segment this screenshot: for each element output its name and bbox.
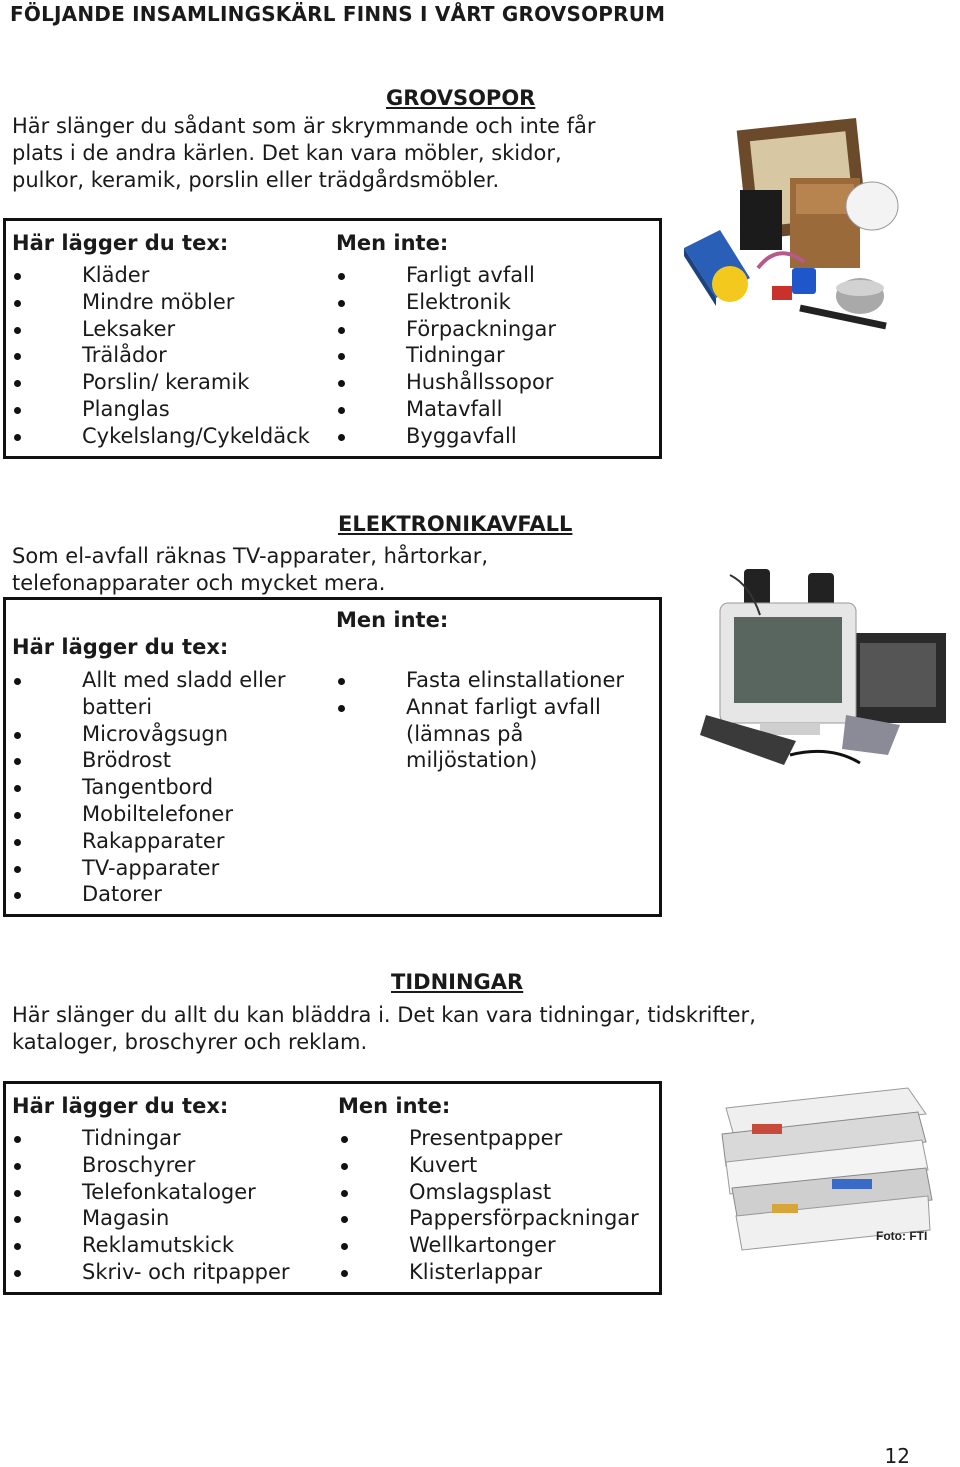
list-item: Broschyrer <box>10 1152 290 1179</box>
list-item: Tidningar <box>10 1125 290 1152</box>
list-item: Allt med sladd eller batteri <box>10 667 285 721</box>
tidningar-title: TIDNINGAR <box>391 970 524 994</box>
list-item: Hushållssopor <box>334 369 556 396</box>
grovsopor-no-list <box>334 262 556 450</box>
intro-line: kataloger, broschyrer och reklam. <box>12 1030 368 1054</box>
list-item: Tidningar <box>334 342 556 369</box>
tidningar-yes-list <box>10 1125 290 1286</box>
elektronik-yes-list <box>10 667 285 908</box>
elektronik-title: ELEKTRONIKAVFALL <box>338 512 573 536</box>
list-item: Porslin/ keramik <box>10 369 310 396</box>
intro-line: Här slänger du allt du kan bläddra i. Det kan vara tidningar, tidskrifter, <box>12 1003 756 1027</box>
intro-line: Här slänger du sådant som är skrymmande och inte får <box>12 114 596 138</box>
grovsopor-yes-list <box>10 262 310 450</box>
list-item: Byggavfall <box>334 423 556 450</box>
grovsopor-title: GROVSOPOR <box>386 86 536 110</box>
list-item: Presentpapper <box>337 1125 639 1152</box>
tidningar-intro <box>12 1002 932 1056</box>
list-item: Leksaker <box>10 316 310 343</box>
elektronik-yes-title: Här lägger du tex: <box>12 635 229 659</box>
grovsopor-no-title: Men inte: <box>336 231 449 255</box>
tidningar-no-title: Men inte: <box>338 1094 451 1118</box>
list-item: Mobiltelefoner <box>10 801 285 828</box>
list-item: Skriv- och ritpapper <box>10 1259 290 1286</box>
intro-line: telefonapparater och mycket mera. <box>12 571 386 595</box>
list-item: Kläder <box>10 262 310 289</box>
page-number: 12 <box>884 1444 910 1467</box>
list-item: Förpackningar <box>334 316 556 343</box>
list-item: Magasin <box>10 1205 290 1232</box>
bulky-waste-photo <box>680 118 905 343</box>
list-item: TV-apparater <box>10 855 285 882</box>
elektronik-no-title: Men inte: <box>336 608 449 632</box>
intro-line: pulkor, keramik, porslin eller trädgårdsmöbler. <box>12 168 500 192</box>
list-item: Trälådor <box>10 342 310 369</box>
list-item: Annat farligt avfall (lämnas på miljöstation) <box>334 694 624 774</box>
elektronik-intro <box>12 543 652 597</box>
list-item: Tangentbord <box>10 774 285 801</box>
tidningar-no-list <box>337 1125 639 1286</box>
list-item: Fasta elinstallationer <box>334 667 624 694</box>
list-item: Wellkartonger <box>337 1232 639 1259</box>
list-item: Datorer <box>10 881 285 908</box>
list-item: Cykelslang/Cykeldäck <box>10 423 310 450</box>
intro-line: Som el-avfall räknas TV-apparater, hårtorkar, <box>12 544 489 568</box>
list-item: Telefonkataloger <box>10 1179 290 1206</box>
list-item: Matavfall <box>334 396 556 423</box>
grovsopor-yes-title: Här lägger du tex: <box>12 231 229 255</box>
list-item: Omslagsplast <box>337 1179 639 1206</box>
list-item: Planglas <box>10 396 310 423</box>
list-item: Reklamutskick <box>10 1232 290 1259</box>
intro-line: plats i de andra kärlen. Det kan vara möbler, skidor, <box>12 141 562 165</box>
list-item: Klisterlappar <box>337 1259 639 1286</box>
grovsopor-intro <box>12 113 652 194</box>
list-item: Rakapparater <box>10 828 285 855</box>
page-heading: FÖLJANDE INSAMLINGSKÄRL FINNS I VÅRT GROVSOPRUM <box>10 2 666 26</box>
tidningar-yes-title: Här lägger du tex: <box>12 1094 229 1118</box>
list-item: Elektronik <box>334 289 556 316</box>
list-item: Brödrost <box>10 747 285 774</box>
list-item: Kuvert <box>337 1152 639 1179</box>
photo-credit: Foto: FTI <box>876 1229 928 1243</box>
elektronik-no-list <box>334 667 624 774</box>
list-item: Pappersförpackningar <box>337 1205 639 1232</box>
electronics-photo <box>700 565 955 775</box>
list-item: Mindre möbler <box>10 289 310 316</box>
list-item: Microvågsugn <box>10 721 285 748</box>
list-item: Farligt avfall <box>334 262 556 289</box>
